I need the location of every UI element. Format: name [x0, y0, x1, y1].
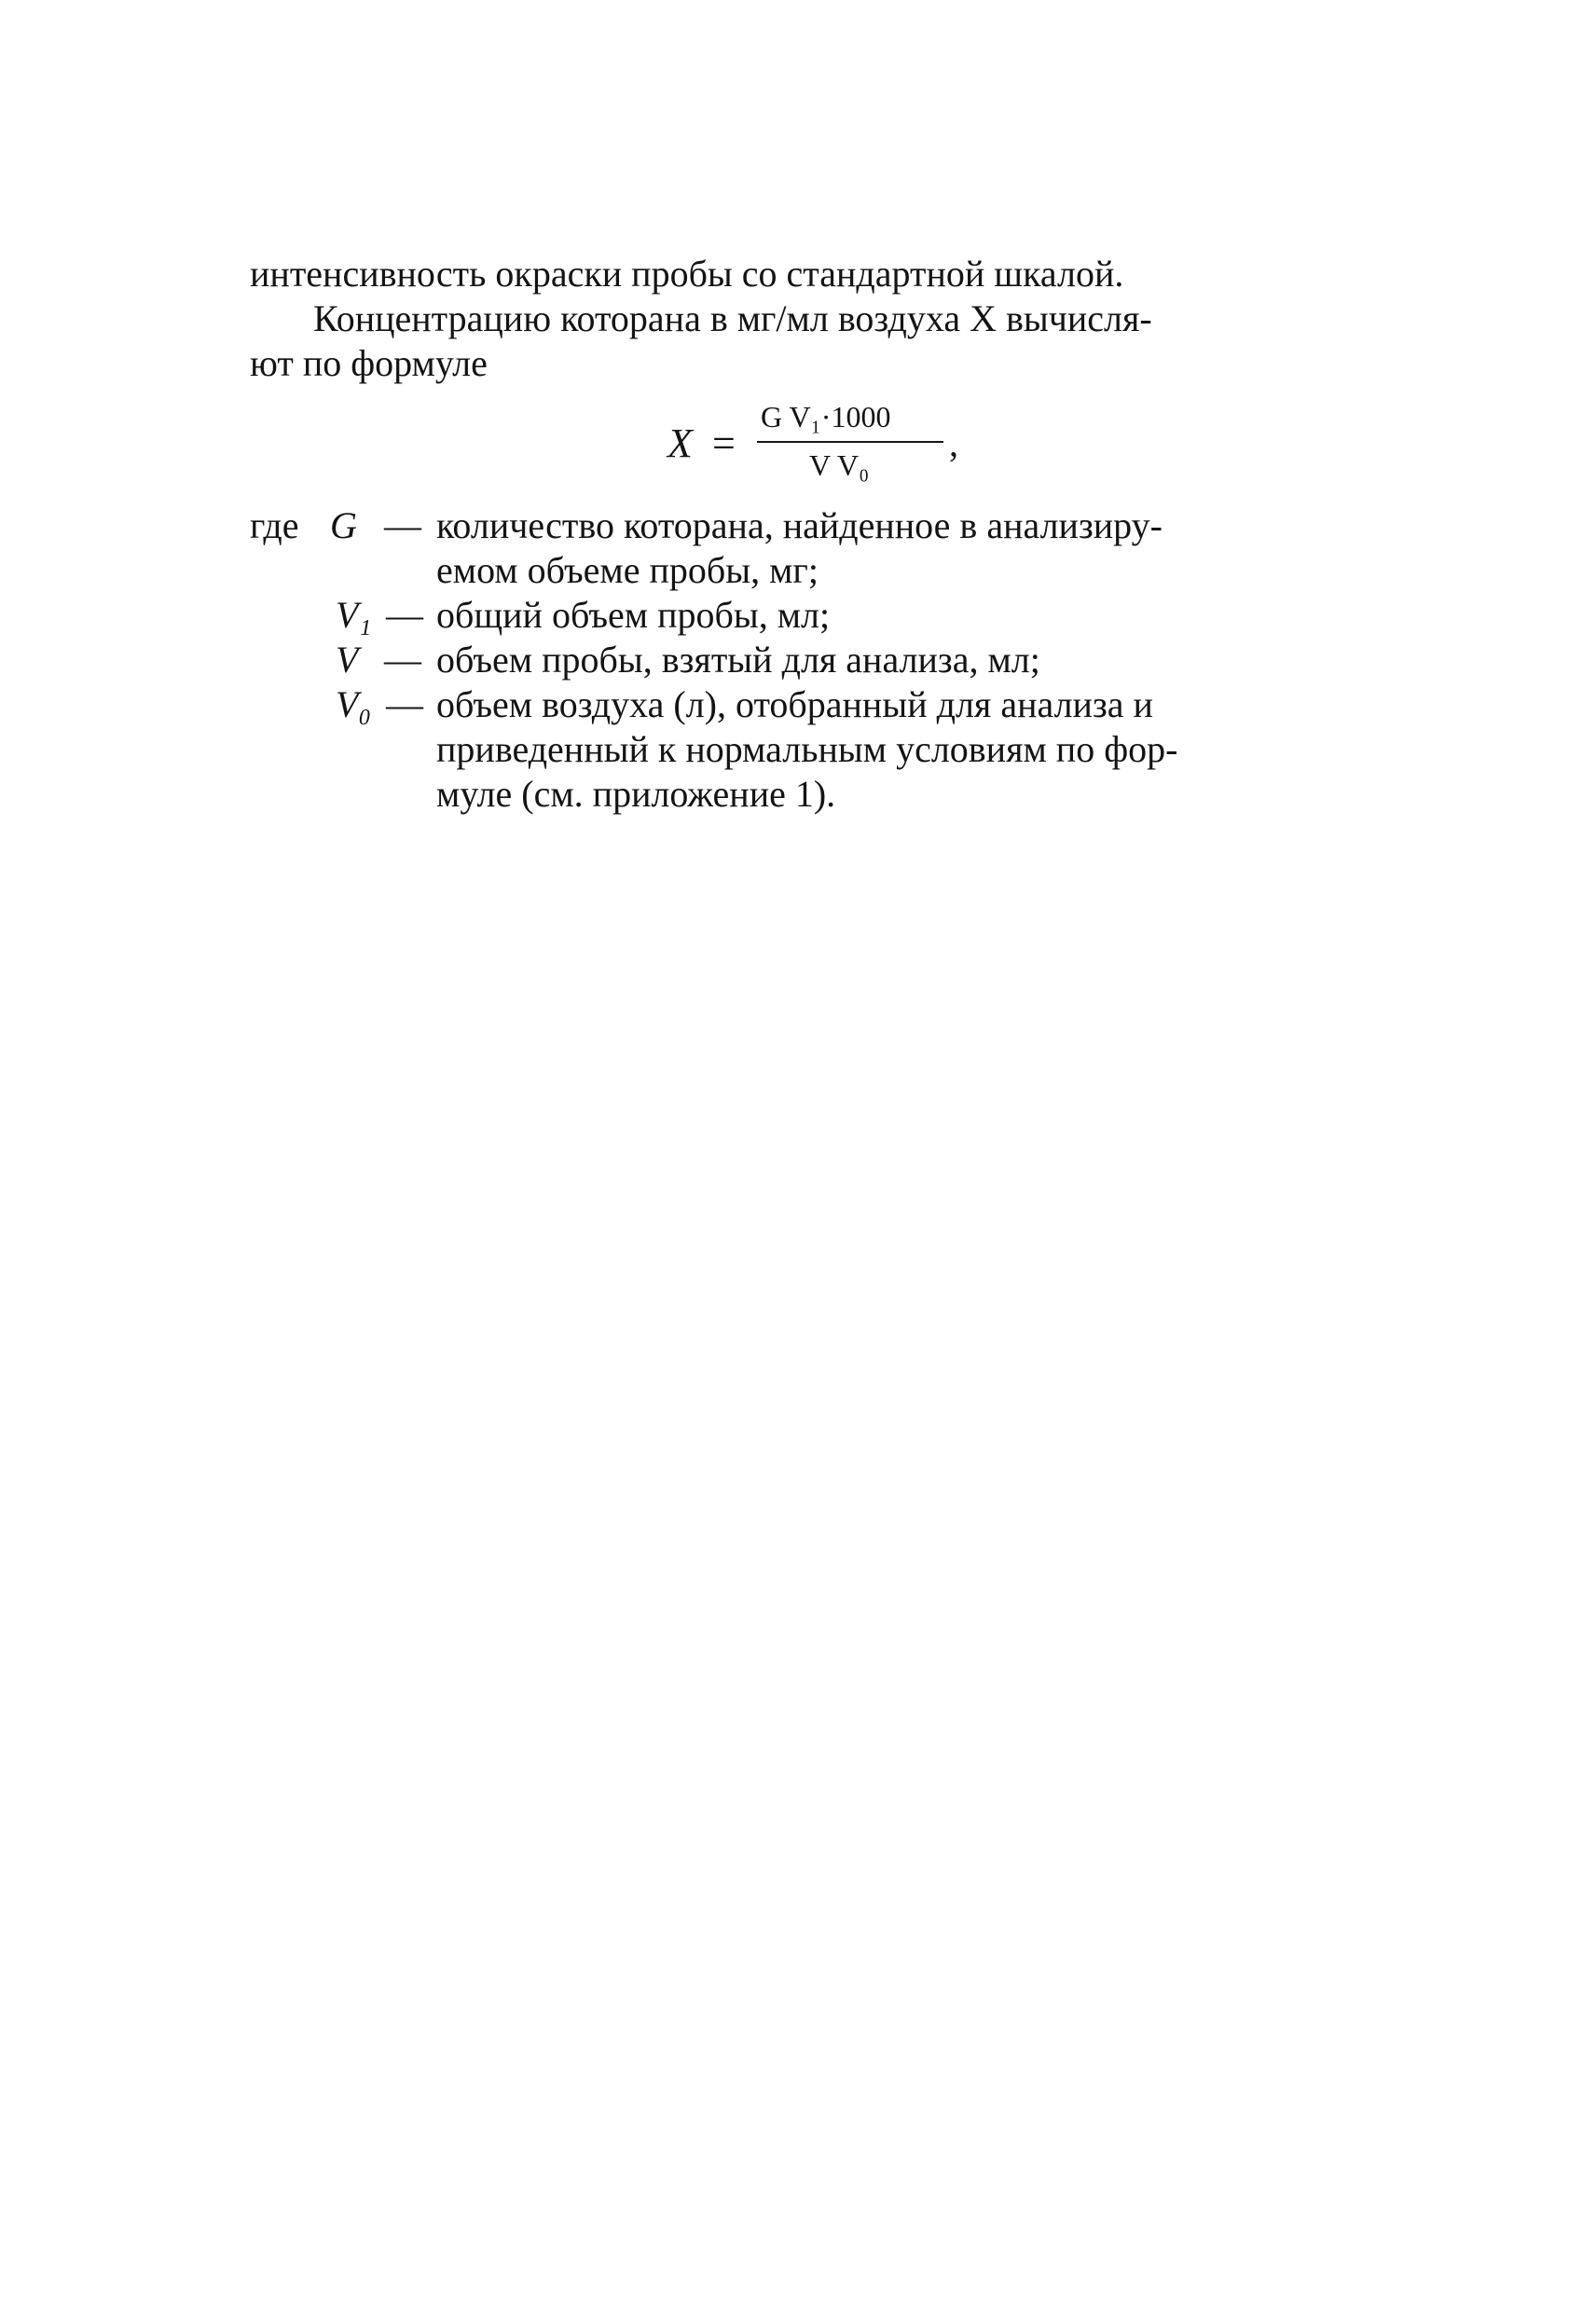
formula-denominator: V V₀ [809, 448, 870, 482]
paragraph-line-1-text: интенсивность окраски пробы со стандартной шкалой. [250, 253, 1124, 295]
paragraph-line-3-text: ют по формуле [250, 342, 488, 384]
definition-text-v0-line-3: муле (см. приложение 1). [436, 773, 836, 815]
definition-symbol-v: V [336, 639, 359, 681]
paragraph-line-2-text: Концентрацию которана в мг/мл воздуха X вычисля- [313, 297, 1152, 339]
definitions-intro: где [250, 504, 299, 546]
definition-symbol-g: G [330, 504, 357, 546]
fraction-bar [757, 441, 943, 443]
paragraph-line-1 [250, 252, 1378, 296]
definition-text-g-line-2: емом объеме пробы, мг; [436, 549, 819, 591]
formula-comma: , [949, 422, 958, 464]
paragraph-line-2 [313, 296, 1378, 341]
definition-dash-g: — [384, 504, 421, 546]
definition-text-v: объем пробы, взятый для анализа, мл; [436, 639, 1040, 681]
definition-dash-v: — [384, 639, 421, 681]
paragraph-line-3 [250, 341, 488, 386]
definition-dash-v1: — [386, 594, 423, 636]
definition-text-g-line-1: количество которана, найденное в анализиру- [436, 504, 1163, 546]
definition-text-v0-line-1: объем воздуха (л), отобранный для анализа и [436, 683, 1153, 725]
formula-numerator: G V₁·1000 [761, 400, 891, 434]
formula-lhs: X [667, 420, 693, 466]
definition-symbol-v1: V₁ [336, 594, 372, 636]
concentration-formula [667, 399, 956, 500]
definition-text-v1: общий объем пробы, мл; [436, 594, 831, 636]
definition-text-v0-line-2: приведенный к нормальным условиям по фор- [436, 728, 1178, 770]
definition-dash-v0: — [386, 683, 423, 725]
formula-equals: = [712, 420, 736, 466]
definition-symbol-v0: V₀ [336, 683, 372, 725]
